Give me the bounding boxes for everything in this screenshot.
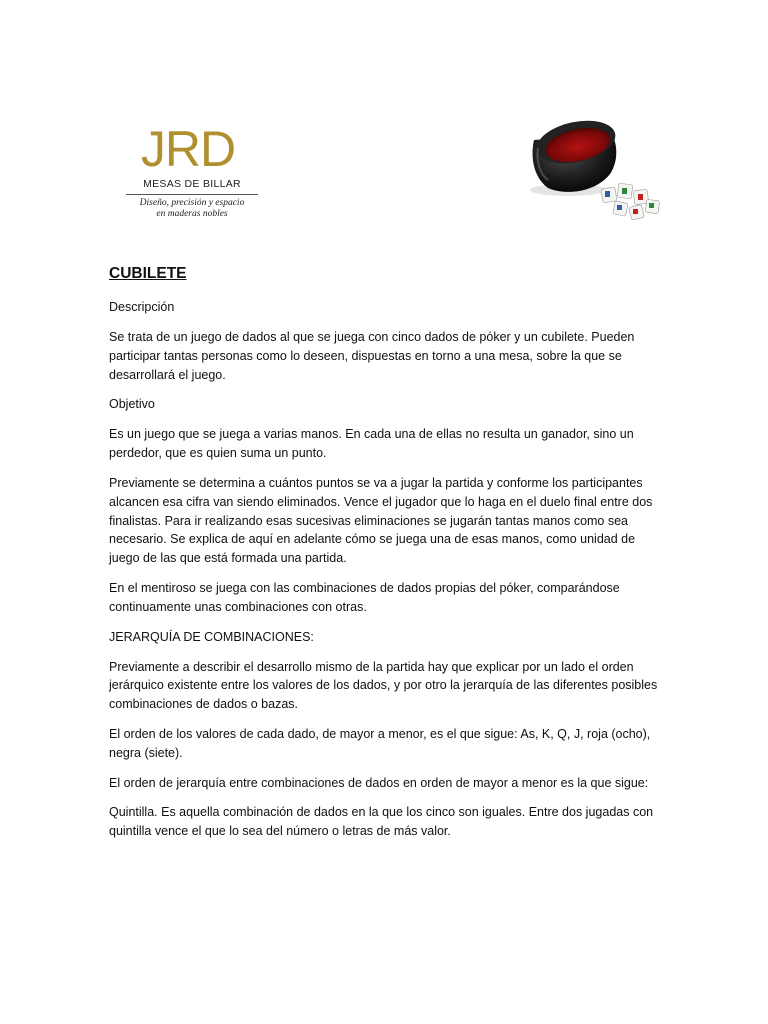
description-paragraph: Se trata de un juego de dados al que se juega con cinco dados de póker y un cubilete. Pueden participar tantas personas como lo deseen, dispuestas en torno a una mesa, sobre la que se desarrollará el juego.: [109, 330, 635, 382]
hierarchy-paragraph-2: El orden de los valores de cada dado, de mayor a menor, es el que sigue: As, K, Q, J, roja (ocho), negra (siete).: [109, 726, 651, 760]
dice-cup-icon: [526, 118, 668, 222]
logo-letters: JRD: [140, 121, 236, 177]
logo-tagline-line-1: Diseño, precisión y espacio: [139, 198, 245, 208]
hierarchy-heading: JERARQUÍA DE COMBINACIONES:: [109, 629, 314, 644]
logo-tagline-line-2: en maderas nobles: [156, 209, 228, 219]
description-heading: Descripción: [109, 300, 175, 314]
document-body: [109, 264, 665, 852]
hierarchy-paragraph-3: El orden de jerarquía entre combinaciones de dados en orden de mayor a menor es la que sigue:: [109, 775, 649, 790]
document-title: CUBILETE: [109, 265, 187, 282]
logo-divider: [126, 194, 258, 195]
logo-subtitle: MESAS DE BILLAR: [143, 178, 241, 190]
objective-paragraph-2: Previamente se determina a cuántos puntos se va a jugar la partida y conforme los participantes alcancen esa cifra van siendo eliminados. Vence el jugador que lo haga en el duelo final entre dos finalistas. Para ir realizando esas sucesivas eliminaciones se jugarán tantas manos como sea necesario. Se explica de aquí en adelante cómo se juega una de esas manos, como unidad de juego de las que está formada una partida.: [109, 475, 653, 566]
objective-paragraph-3: En el mentiroso se juega con las combinaciones de dados propias del póker, comparándose continuamente unas combinaciones con otras.: [109, 580, 620, 614]
hierarchy-paragraph-4: Quintilla. Es aquella combinación de dados en la que los cinco son iguales. Entre dos jugadas con quintilla vence el que lo sea del número o letras de más valor.: [109, 805, 654, 839]
objective-heading: Objetivo: [109, 397, 155, 412]
objective-paragraph-1: Es un juego que se juega a varias manos. En cada una de ellas no resulta un ganador, sino un perdedor, que es quien suma un punto.: [109, 427, 634, 461]
dice-cup-photo: [526, 118, 668, 222]
hierarchy-paragraph-1: Previamente a describir el desarrollo mismo de la partida hay que explicar por un lado el orden jerárquico existente entre los valores de los dados, y por otro la jerarquía de las diferentes posibles combinaciones de dados o bazas.: [109, 659, 658, 712]
jrd-logo: [122, 121, 262, 224]
